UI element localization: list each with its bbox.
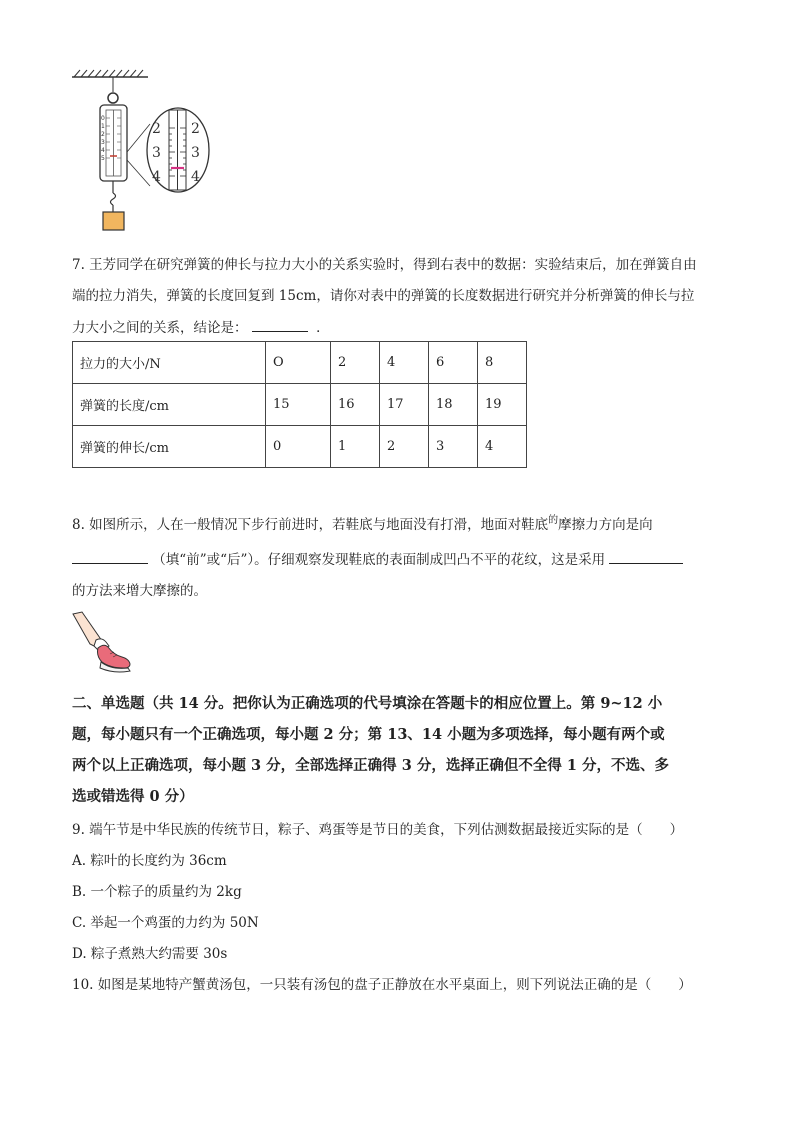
small-scale-4: 4 — [101, 147, 105, 154]
small-scale-2: 2 — [101, 131, 105, 138]
walking-shoe-figure — [70, 610, 136, 676]
table-cell: 2 — [331, 342, 380, 384]
q7-line2: 端的拉力消失，弹簧的长度回复到 15cm，请你对表中的弹簧的长度数据进行研究并分析弹簧的伸长与拉 — [72, 288, 695, 304]
table-cell: 4 — [478, 426, 527, 468]
q8-line3: 的方法来增大摩擦的。 — [72, 583, 207, 599]
q8-line1 — [72, 515, 653, 537]
scale-label-left-2: 2 — [152, 121, 161, 137]
scale-label-right-2: 2 — [191, 121, 200, 137]
q9-option-a[interactable]: A. 粽叶的长度约为 36cm — [72, 853, 227, 869]
q10-stem: 10. 如图是某地特产蟹黄汤包，一只装有汤包的盘子正静放在水平桌面上，则下列说法正确的是（ ） — [72, 977, 692, 993]
q9-option-c[interactable]: C. 举起一个鸡蛋的力约为 50N — [72, 915, 259, 931]
q8-line1-text-b: 摩擦力方向是向 — [558, 517, 653, 533]
hanging-weight — [103, 212, 124, 230]
top-ring — [108, 93, 118, 103]
table-cell: 17 — [380, 384, 429, 426]
spring-data-table — [72, 341, 527, 468]
q8-line2 — [72, 549, 683, 570]
q7-line1: 7. 王芳同学在研究弹簧的伸长与拉力大小的关系实验时，得到右表中的数据：实验结束后，加在弹簧自由 — [72, 257, 697, 273]
table-cell: 15 — [266, 384, 331, 426]
table-cell: 4 — [380, 342, 429, 384]
table-row — [73, 342, 527, 384]
table-cell: 8 — [478, 342, 527, 384]
small-scale-1: 1 — [101, 123, 105, 130]
q8-line1-sup: 的 — [548, 515, 559, 526]
small-scale-5: 5 — [101, 155, 105, 162]
q8-line2-text: （填“前”或“后”）。仔细观察发现鞋底的表面制成凹凸不平的花纹，这是采用 — [152, 552, 606, 568]
table-row — [73, 384, 527, 426]
row-label: 弹簧的伸长/cm — [73, 426, 266, 468]
table-cell: 2 — [380, 426, 429, 468]
q7-answer-blank[interactable] — [252, 317, 308, 332]
q8-answer-blank-2[interactable] — [609, 549, 683, 564]
table-cell: 0 — [266, 426, 331, 468]
scale-label-left-4: 4 — [152, 169, 161, 185]
q7-line3-end: ． — [316, 320, 330, 336]
table-cell: 3 — [429, 426, 478, 468]
q9-option-d[interactable]: D. 粽子煮熟大约需要 30s — [72, 946, 228, 962]
q9-option-b[interactable]: B. 一个粽子的质量约为 2kg — [72, 884, 242, 900]
row-label: 弹簧的长度/cm — [73, 384, 266, 426]
q8-line1-text-a: 8. 如图所示，人在一般情况下步行前进时，若鞋底与地面没有打滑，地面对鞋底 — [72, 517, 549, 533]
q9-stem: 9. 端午节是中华民族的传统节日，粽子、鸡蛋等是节日的美食，下列估测数据最接近实际的是（ ） — [72, 822, 684, 838]
row-label: 拉力的大小/N — [73, 342, 266, 384]
table-cell: O — [266, 342, 331, 384]
spring-scale-figure — [70, 68, 215, 233]
scale-label-right-4: 4 — [191, 169, 200, 185]
scale-label-left-3: 3 — [152, 145, 161, 161]
section2-line4: 选或错选得 0 分） — [72, 788, 194, 805]
q8-answer-blank-1[interactable] — [72, 549, 148, 564]
scale-label-right-3: 3 — [191, 145, 200, 161]
q7-line3-text: 力大小之间的关系，结论是： — [72, 320, 248, 336]
table-row — [73, 426, 527, 468]
section2-line3: 两个以上正确选项，每小题 3 分，全部选择正确得 3 分，选择正确但不全得 1 分，不选、多 — [72, 757, 670, 774]
section2-line2: 题，每小题只有一个正确选项，每小题 2 分；第 13、14 小题为多项选择，每小题有两个或 — [72, 726, 665, 743]
table-cell: 1 — [331, 426, 380, 468]
table-cell: 6 — [429, 342, 478, 384]
small-scale-3: 3 — [101, 139, 105, 146]
q7-line3 — [72, 317, 330, 338]
table-cell: 19 — [478, 384, 527, 426]
small-scale-0: 0 — [101, 115, 105, 122]
section2-line1: 二、单选题（共 14 分。把你认为正确选项的代号填涂在答题卡的相应位置上。第 9~12 小 — [72, 695, 663, 712]
table-cell: 18 — [429, 384, 478, 426]
table-cell: 16 — [331, 384, 380, 426]
